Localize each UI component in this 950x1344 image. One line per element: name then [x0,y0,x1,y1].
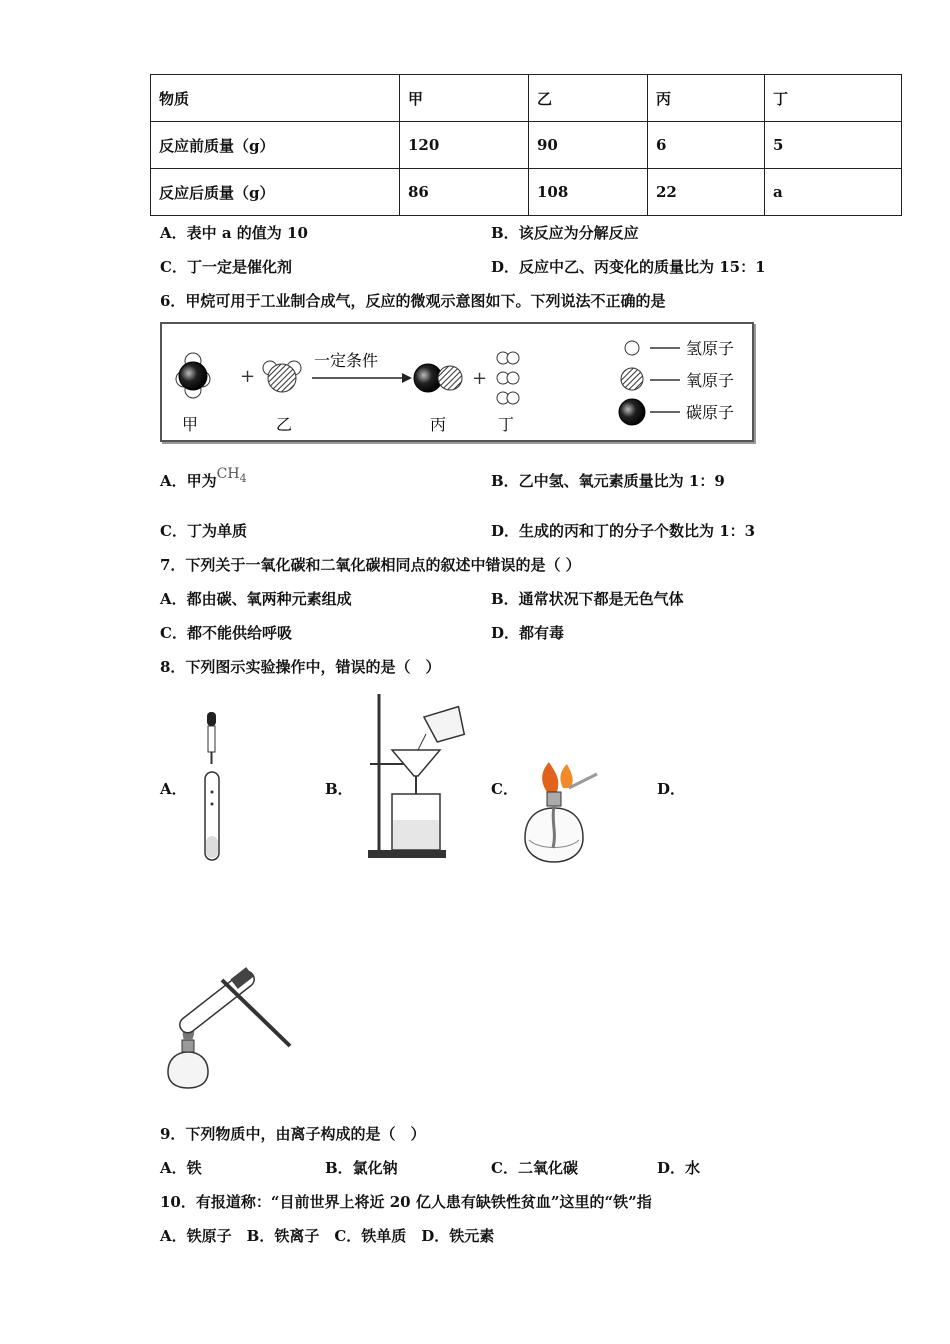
q6-option-c[interactable]: C．丁为单质 [160,522,247,540]
mass-table [150,74,902,216]
hydrogen-molecules [497,352,519,404]
legend-carbon: 碳原子 [686,403,735,422]
filtration-figure [360,690,475,862]
label-jia: 甲 [182,415,199,434]
table-header-row [151,75,902,122]
reaction-diagram-svg [162,324,752,440]
q9-option-b[interactable]: B．氯化钠 [325,1159,398,1177]
table-cell: 甲 [400,75,529,122]
legend-hydrogen: 氢原子 [686,339,735,358]
label-yi: 乙 [276,415,293,434]
q6-option-a-label: A．甲为 [160,472,217,490]
q9-option-c[interactable]: C．二氧化碳 [491,1159,578,1177]
dropper-test-tube-figure [195,708,235,868]
q9-stem: 9．下列物质中，由离子构成的是（ ） [160,1125,426,1143]
q6-option-a[interactable] [160,466,247,493]
q7-option-a[interactable]: A．都由碳、氧两种元素组成 [160,590,352,608]
table-cell: 86 [400,169,529,216]
legend [619,339,734,425]
q9-option-a[interactable]: A．铁 [160,1159,202,1177]
co-molecule [414,364,462,392]
water-molecule [263,361,301,392]
table-cell: 物质 [151,75,400,122]
label-ding: 丁 [498,415,515,434]
methane-molecule [176,353,210,398]
q7-stem: 7．下列关于一氧化碳和二氧化碳相同点的叙述中错误的是（ ） [160,556,581,574]
q5-option-c[interactable]: C．丁一定是催化剂 [160,258,292,276]
reaction-condition: 一定条件 [314,351,379,370]
q7-option-b[interactable]: B．通常状况下都是无色气体 [491,590,684,608]
alcohol-lamp-figure [517,762,627,870]
q6-stem: 6．甲烷可用于工业制合成气，反应的微观示意图如下。下列说法不正确的是 [160,292,666,310]
q8-option-a[interactable]: A． [160,780,187,798]
q8-option-d[interactable]: D． [657,780,686,798]
q7-option-c[interactable]: C．都不能供给呼吸 [160,624,292,642]
svg-text:+: + [472,368,488,389]
q8-option-b[interactable]: B． [325,780,353,798]
table-cell: 反应前质量（g） [151,122,400,169]
table-cell: 乙 [529,75,648,122]
q7-option-d[interactable]: D．都有毒 [491,624,565,642]
table-cell: 22 [648,169,765,216]
table-cell: 丙 [648,75,765,122]
table-cell: 丁 [765,75,902,122]
table-cell: 108 [529,169,648,216]
q5-option-d[interactable]: D．反应中乙、丙变化的质量比为 15：1 [491,258,766,276]
q10-stem: 10．有报道称：“目前世界上将近 20 亿人患有缺铁性贫血”这里的“铁”指 [160,1193,652,1211]
q8-option-c[interactable]: C． [491,780,518,798]
svg-text:+: + [240,366,256,387]
q5-option-a[interactable]: A．表中 a 的值为 10 [160,224,308,242]
q5-option-b[interactable]: B．该反应为分解反应 [491,224,639,242]
label-bing: 丙 [430,415,447,434]
heating-test-tube-figure [162,960,297,1092]
q9-option-d[interactable]: D．水 [657,1159,701,1177]
table-cell: 120 [400,122,529,169]
table-cell: 6 [648,122,765,169]
table-cell: 5 [765,122,902,169]
ch4-formula: $CH_4$ [216,466,247,485]
q10-options[interactable]: A．铁原子 B．铁离子 C．铁单质 D．铁元素 [160,1227,495,1245]
table-cell: 90 [529,122,648,169]
table-cell: 反应后质量（g） [151,169,400,216]
table-cell: a [765,169,902,216]
q8-stem: 8．下列图示实验操作中，错误的是（ ） [160,658,441,676]
q6-option-b[interactable]: B．乙中氢、氧元素质量比为 1：9 [491,472,725,490]
legend-oxygen: 氧原子 [686,371,735,390]
table-row [151,169,902,216]
q6-option-d[interactable]: D．生成的丙和丁的分子个数比为 1：3 [491,522,756,540]
table-row [151,122,902,169]
reaction-diagram [160,322,754,442]
